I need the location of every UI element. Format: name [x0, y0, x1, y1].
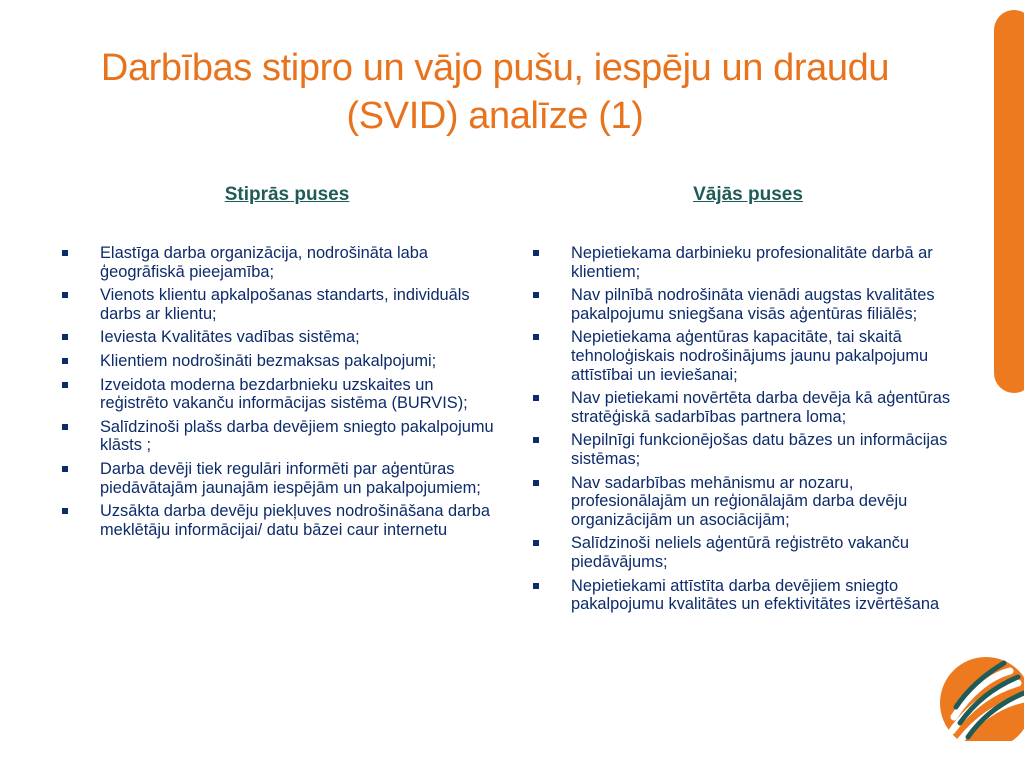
square-bullet-icon	[62, 292, 68, 298]
list-item-text: Salīdzinoši neliels aģentūrā reģistrēto vakanču piedāvājums;	[571, 534, 910, 571]
list-item	[533, 244, 963, 281]
list-item-text: Nav pilnībā nodrošināta vienādi augstas kvalitātes pakalpojumu sniegšana visās aģentūras filiālēs;	[571, 286, 935, 323]
square-bullet-icon	[533, 292, 539, 298]
strengths-column	[62, 180, 502, 544]
list-item-text: Nav sadarbības mehānismu ar nozaru, profesionālajām un reģionālajām darba devēju organizācijām un asociācijām;	[571, 473, 908, 529]
list-item	[62, 502, 502, 539]
list-item-text: Izveidota moderna bezdarbnieku uzskaites un reģistrēto vakanču informācijas sistēma (BURVIS);	[100, 375, 468, 413]
list-item-text: Nav pietiekami novērtēta darba devēja kā aģentūras stratēģiskā sadarbības partnera loma;	[571, 389, 951, 426]
list-item-text: Ieviesta Kvalitātes vadības sistēma;	[100, 328, 360, 347]
list-item	[62, 352, 502, 371]
list-item	[62, 460, 502, 497]
list-item	[533, 474, 963, 530]
strengths-heading: Stiprās puses	[224, 184, 350, 205]
list-item-text: Nepietiekama darbinieku profesionalitāte darbā ar klientiem;	[571, 244, 933, 281]
square-bullet-icon	[62, 382, 68, 388]
list-item	[62, 286, 502, 323]
list-item	[533, 328, 963, 384]
square-bullet-icon	[62, 508, 68, 514]
square-bullet-icon	[62, 334, 68, 340]
square-bullet-icon	[62, 424, 68, 430]
strengths-list	[62, 244, 502, 539]
square-bullet-icon	[533, 540, 539, 546]
list-item	[62, 418, 502, 455]
square-bullet-icon	[62, 466, 68, 472]
list-item-text: Elastīga darba organizācija, nodrošināta laba ģeogrāfiskā pieejamība;	[100, 244, 429, 281]
square-bullet-icon	[62, 250, 68, 256]
hands-logo-icon	[938, 655, 1024, 741]
square-bullet-icon	[533, 250, 539, 256]
list-item-text: Nepietiekama aģentūras kapacitāte, tai skaitā tehnoloģiskais nodrošinājums jaunu pakalpojumu attīstībai un ieviešanai;	[571, 328, 929, 384]
orange-accent-bar	[994, 10, 1024, 393]
list-item-text: Nepilnīgi funkcionējošas datu bāzes un informācijas sistēmas;	[571, 431, 948, 468]
square-bullet-icon	[533, 437, 539, 443]
slide-title: Darbības stipro un vājo pušu, iespēju un draudu (SVID) analīze (1)	[100, 47, 890, 137]
list-item	[533, 431, 963, 468]
list-item	[533, 389, 963, 426]
square-bullet-icon	[533, 395, 539, 401]
list-item	[533, 534, 963, 571]
square-bullet-icon	[533, 480, 539, 486]
weaknesses-list	[533, 244, 963, 614]
list-item-text: Vienots klientu apkalpošanas standarts, individuāls darbs ar klientu;	[100, 286, 470, 323]
list-item	[533, 577, 963, 614]
square-bullet-icon	[533, 583, 539, 589]
weaknesses-column	[533, 180, 963, 619]
list-item-text: Darba devēji tiek regulāri informēti par aģentūras piedāvātajām jaunajām iespējām un pakalpojumiem;	[100, 459, 481, 497]
list-item-text: Uzsākta darba devēju piekļuves nodrošināšana darba meklētāju informācijai/ datu bāzei caur internetu	[100, 502, 490, 539]
square-bullet-icon	[533, 334, 539, 340]
square-bullet-icon	[62, 358, 68, 364]
list-item-text: Nepietiekami attīstīta darba devējiem sniegto pakalpojumu kvalitātes un efektivitātes izvērtēšana	[571, 576, 940, 614]
weaknesses-heading: Vājās puses	[693, 184, 803, 205]
list-item	[62, 376, 502, 413]
list-item	[62, 328, 502, 347]
list-item-text: Salīdzinoši plašs darba devējiem sniegto pakalpojumu klāsts ;	[100, 417, 494, 455]
list-item-text: Klientiem nodrošināti bezmaksas pakalpojumi;	[100, 351, 437, 370]
list-item	[62, 244, 502, 281]
list-item	[533, 286, 963, 323]
